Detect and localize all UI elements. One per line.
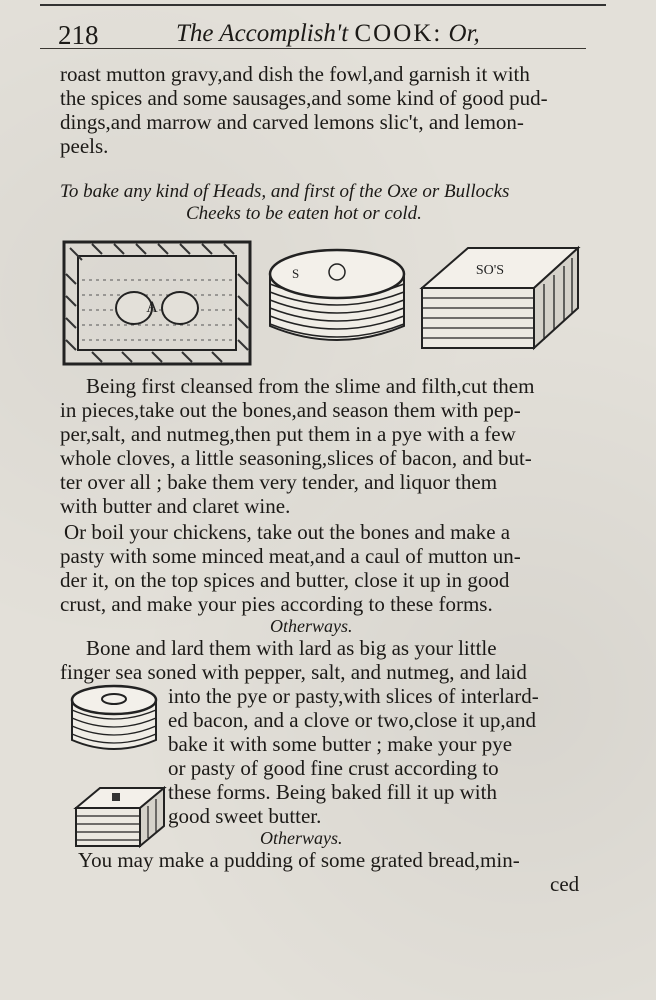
header-rule	[40, 48, 586, 49]
text-line: bake it with some butter ; make your pye	[168, 732, 513, 756]
text-line: der it, on the top spices and butter, close it up in good	[60, 568, 510, 592]
square-pie-illustration	[62, 240, 252, 366]
text-line: into the pye or pasty,with slices of interlard-	[168, 684, 539, 708]
page-number: 218	[58, 20, 99, 50]
text-line: peels.	[60, 134, 109, 158]
running-header	[58, 18, 598, 52]
small-box-pie-illustration	[72, 786, 168, 850]
recipe-heading-line: Cheeks to be eaten hot or cold.	[186, 203, 422, 224]
text-line: the spices and some sausages,and some kind of good pud-	[60, 86, 548, 110]
text-line: these forms. Being baked fill it up with	[168, 780, 497, 804]
running-title	[176, 20, 480, 48]
top-rule	[40, 4, 606, 6]
text-line: with butter and claret wine.	[60, 494, 291, 518]
title-italic: The Accomplish't	[176, 20, 349, 47]
box-pie-label: SO'S	[475, 263, 505, 278]
text-line: good sweet butter.	[168, 804, 322, 828]
square-pie-label: A	[146, 299, 158, 316]
text-line: or pasty of good fine crust according to	[168, 756, 499, 780]
text-line: finger sea soned with pepper, salt, and nutmeg, and laid	[60, 660, 527, 684]
text-line: Or boil your chickens, take out the bones and make a	[64, 520, 511, 544]
text-line: dings,and marrow and carved lemons slic't, and lemon-	[60, 110, 524, 134]
otherways-heading: Otherways.	[260, 828, 343, 848]
text-line: whole cloves, a little seasoning,slices of bacon, and but-	[60, 446, 532, 470]
recipe-heading-line: To bake any kind of Heads, and first of the Oxe or Bullocks	[60, 181, 510, 202]
otherways-heading: Otherways.	[270, 616, 353, 636]
text-line: Being first cleansed from the slime and filth,cut them	[86, 374, 535, 398]
text-line: ter over all ; bake them very tender, and liquor them	[60, 470, 498, 494]
box-pie-illustration	[418, 244, 584, 354]
text-line: pasty with some minced meat,and a caul of mutton un-	[60, 544, 521, 568]
text-line: You may make a pudding of some grated bread,min-	[78, 848, 520, 872]
text-line: roast mutton gravy,and dish the fowl,and garnish it with	[60, 62, 530, 86]
small-round-pie-illustration	[68, 682, 160, 760]
text-line: per,salt, and nutmeg,then put them in a pye with a few	[60, 422, 516, 446]
round-pie-label: S	[292, 266, 300, 281]
title-caps: COOK:	[354, 20, 443, 47]
text-line: crust, and make your pies according to these forms.	[60, 592, 493, 616]
catchword: ced	[550, 872, 580, 896]
title-end: Or,	[448, 20, 480, 47]
round-pie-illustration	[262, 244, 412, 354]
text-line: in pieces,take out the bones,and season them with pep-	[60, 398, 521, 422]
text-line: ed bacon, and a clove or two,close it up,and	[168, 708, 536, 732]
text-line: Bone and lard them with lard as big as your little	[86, 636, 497, 660]
